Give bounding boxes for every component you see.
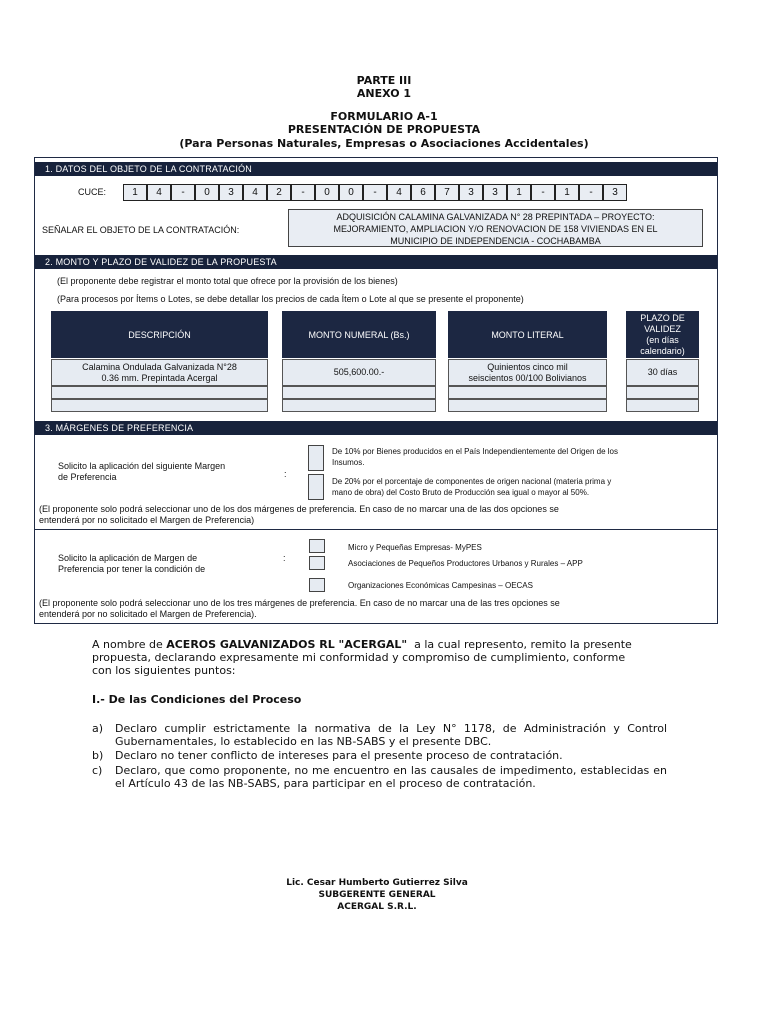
section2-note1: (El proponente debe registrar el monto total que ofrece por la provisión de los bienes)	[57, 276, 398, 286]
nota-line: entenderá por no solicitado el Margen de Preferencia)	[39, 515, 255, 525]
literal-line: Quinientos cinco mil	[487, 361, 568, 372]
nota-line: entenderá por no solicitado el Margen de Preferencia).	[39, 609, 257, 619]
plazo-line: calendario)	[640, 345, 685, 356]
opt-mypes: Micro y Pequeñas Empresas- MyPES	[348, 543, 482, 552]
plazo-line: (en días	[646, 334, 679, 345]
cuce-digit: -	[363, 184, 387, 201]
blank-cell	[51, 386, 268, 399]
intro-post: a la cual represento, remito la presente	[407, 638, 632, 651]
col-header-monto-literal: MONTO LITERAL	[448, 311, 607, 358]
plazo-line: VALIDEZ	[644, 323, 681, 334]
objeto-line: MEJORAMIENTO, AMPLIACION Y/O RENOVACION DE 158 VIVIENDAS EN EL	[333, 224, 658, 234]
intro-line: con los siguientes puntos:	[92, 664, 236, 677]
presentacion-title: PRESENTACIÓN DE PROPUESTA	[287, 123, 481, 136]
cuce-digit: 0	[339, 184, 363, 201]
solicito-line: Solicito la aplicación del siguiente Margen	[58, 461, 226, 471]
intro-line	[92, 638, 668, 651]
section2-note2: (Para procesos por Ítems o Lotes, se debe detallar los precios de cada Ítem o Lote al que se presente el proponente)	[57, 294, 524, 304]
cuce-digit: 7	[435, 184, 459, 201]
cuce-digit: -	[291, 184, 315, 201]
cell-descripcion	[51, 359, 268, 386]
solicito-line: de Preferencia	[58, 472, 117, 482]
cuce-digit: -	[579, 184, 603, 201]
list-key: c)	[92, 764, 103, 777]
cell-monto-numeral: 505,600.00.-	[282, 359, 436, 386]
objeto-label: SEÑALAR EL OBJETO DE LA CONTRATACIÓN:	[42, 225, 240, 235]
signature-role: SUBGERENTE GENERAL	[318, 890, 436, 900]
blank-cell	[626, 399, 699, 412]
section1-header: 1. DATOS DEL OBJETO DE LA CONTRATACIÓN	[35, 162, 717, 176]
opt-line: mano de obra) del Costo Bruto de Producción sea igual o mayor al 50%.	[332, 488, 590, 497]
form-a1	[34, 157, 718, 624]
cuce-label: CUCE:	[78, 187, 107, 197]
opt-margen-10	[332, 446, 712, 468]
checkbox-mypes[interactable]	[309, 539, 325, 553]
blank-cell	[626, 386, 699, 399]
cuce-digit: 0	[195, 184, 219, 201]
objeto-box	[288, 209, 703, 247]
cell-monto-literal	[448, 359, 607, 386]
nota-margen-tres	[39, 598, 717, 620]
cuce-digit: 3	[219, 184, 243, 201]
solicito-margen-label	[58, 461, 278, 483]
colon: :	[284, 469, 287, 479]
checkbox-oecas[interactable]	[309, 578, 325, 592]
intro-line: propuesta, declarando expresamente mi conformidad y compromiso de cumplimiento, conforme	[92, 651, 626, 664]
cuce-digit: 4	[387, 184, 411, 201]
opt-line: Insumos.	[332, 458, 365, 467]
col-header-descripcion: DESCRIPCIÓN	[51, 311, 268, 358]
solicito-line: Preferencia por tener la condición de	[58, 564, 206, 574]
blank-cell	[282, 399, 436, 412]
cuce-digit: 4	[243, 184, 267, 201]
parte-title: PARTE III	[356, 74, 412, 87]
list-text: Declaro no tener conflicto de intereses para el presente proceso de contratación.	[115, 749, 563, 762]
cuce-digit: 3	[603, 184, 627, 201]
opt-oecas: Organizaciones Económicas Campesinas – OECAS	[348, 581, 533, 590]
opt-line: De 20% por el porcentaje de componentes de origen nacional (materia prima y	[332, 477, 612, 486]
descripcion-line: Calamina Ondulada Galvanizada N°28	[82, 361, 237, 372]
opt-margen-20	[332, 476, 712, 498]
list-text: Declaro, que como proponente, no me encuentro en las causales de impedimento, establecidas en el Artículo 43 de las NB-SABS, para participar en el proceso de contratación.	[115, 764, 667, 790]
plazo-line: PLAZO DE	[640, 312, 685, 323]
checkbox-margen-20[interactable]	[308, 474, 324, 500]
cuce-digit: 3	[459, 184, 483, 201]
nota-margen-dos	[39, 504, 717, 526]
literal-line: seiscientos 00/100 Bolivianos	[468, 372, 587, 383]
col-header-plazo	[626, 311, 699, 358]
section3-header: 3. MÁRGENES DE PREFERENCIA	[35, 421, 717, 435]
cuce-digit: 1	[555, 184, 579, 201]
cuce-digit: -	[531, 184, 555, 201]
cuce-digit: -	[171, 184, 195, 201]
list-key: a)	[92, 722, 104, 735]
section2-header: 2. MONTO Y PLAZO DE VALIDEZ DE LA PROPUESTA	[35, 255, 717, 269]
cuce-digit: 1	[507, 184, 531, 201]
list-key: b)	[92, 749, 104, 762]
colon: :	[283, 553, 286, 563]
solicito-condicion-label	[58, 553, 283, 575]
objeto-line: ADQUISICIÓN CALAMINA GALVANIZADA N° 28 PREPINTADA – PROYECTO:	[336, 212, 655, 222]
signature-company: ACERGAL S.R.L.	[337, 902, 417, 912]
signature-name: Lic. Cesar Humberto Gutierrez Silva	[286, 878, 468, 888]
presentacion-subtitle: (Para Personas Naturales, Empresas o Asociaciones Accidentales)	[179, 137, 589, 150]
intro-paragraph	[92, 638, 668, 677]
formulario-title: FORMULARIO A-1	[330, 110, 438, 123]
intro-pre: A nombre de	[92, 638, 167, 651]
blank-cell	[448, 399, 607, 412]
list-text: Declaro cumplir estrictamente la normativa de la Ley N° 1178, de Administración y Control Gubernamentales, lo establecido en las NB-SABS y el presente DBC.	[115, 722, 667, 748]
checkbox-app[interactable]	[309, 556, 325, 570]
cuce-digit: 2	[267, 184, 291, 201]
cuce-digit: 0	[315, 184, 339, 201]
opt-line: De 10% por Bienes producidos en el País Independientemente del Origen de los	[332, 447, 618, 456]
objeto-line: MUNICIPIO DE INDEPENDENCIA - COCHABAMBA	[390, 236, 601, 246]
divider	[35, 529, 717, 530]
cuce-digit: 1	[123, 184, 147, 201]
checkbox-margen-10[interactable]	[308, 445, 324, 471]
blank-cell	[51, 399, 268, 412]
section-heading: I.- De las Condiciones del Proceso	[92, 693, 302, 706]
solicito-line: Solicito la aplicación de Margen de	[58, 553, 198, 563]
cuce-digit: 6	[411, 184, 435, 201]
cuce-digit: 3	[483, 184, 507, 201]
col-header-monto-numeral: MONTO NUMERAL (Bs.)	[282, 311, 436, 358]
blank-cell	[282, 386, 436, 399]
cuce-digit: 4	[147, 184, 171, 201]
opt-app: Asociaciones de Pequeños Productores Urbanos y Rurales – APP	[348, 559, 583, 568]
nota-line: (El proponente solo podrá seleccionar uno de los dos márgenes de preferencia. En caso de no marcar una de las dos opciones se	[39, 504, 559, 514]
cell-plazo: 30 días	[626, 359, 699, 386]
anexo-title: ANEXO 1	[356, 87, 412, 100]
nota-line: (El proponente solo podrá seleccionar uno de los tres márgenes de preferencia. En caso de no marcar una de las tres opciones se	[39, 598, 560, 608]
descripcion-line: 0.36 mm. Prepintada Acergal	[101, 372, 218, 383]
company-name: ACEROS GALVANIZADOS RL "ACERGAL"	[166, 638, 408, 651]
blank-cell	[448, 386, 607, 399]
